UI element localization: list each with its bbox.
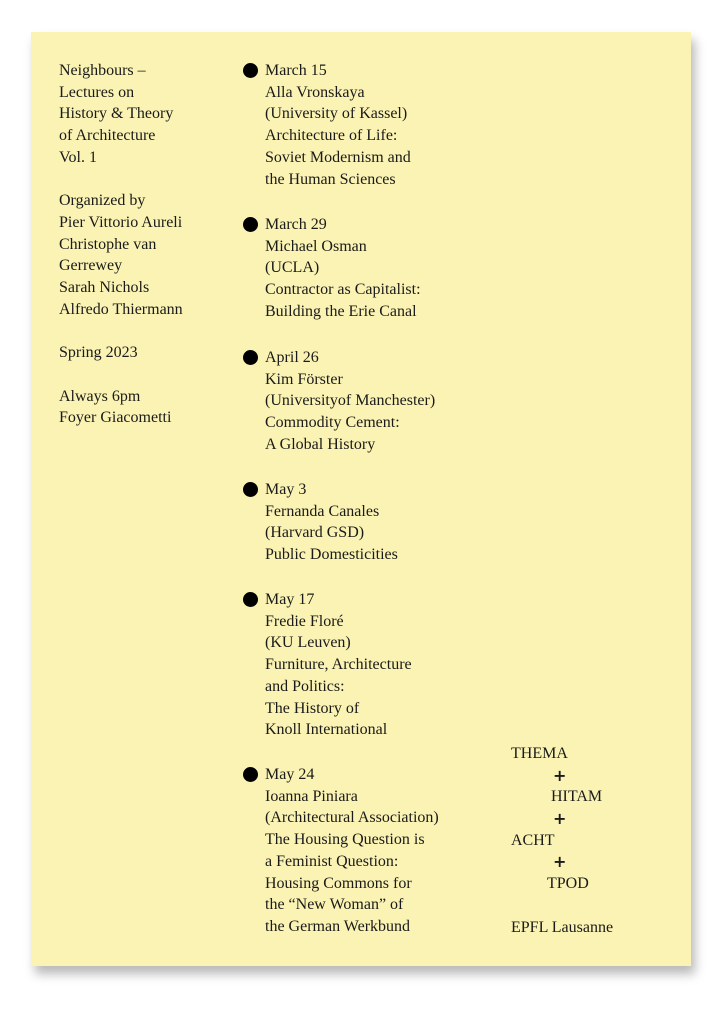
institution-label: EPFL Lausanne bbox=[511, 918, 614, 936]
lecture-speaker: Kim Förster bbox=[265, 370, 343, 388]
lecture-affiliation: (UCLA) bbox=[265, 259, 320, 277]
lecture-affiliation: (Architectural Association) bbox=[265, 809, 439, 827]
lecture-title-line: Knoll International bbox=[265, 721, 388, 739]
chairs-block bbox=[511, 743, 681, 938]
lecture-title-line: Furniture, Architecture bbox=[265, 656, 412, 674]
series-title-line: of Architecture bbox=[59, 127, 156, 145]
chair-acht: ACHT bbox=[511, 831, 555, 849]
series-title-line: Vol. 1 bbox=[59, 148, 97, 166]
organizer-line: Pier Vittorio Aureli bbox=[59, 213, 183, 231]
plus-icon: + bbox=[553, 809, 567, 829]
bullet-icon bbox=[243, 350, 258, 365]
lecture-entry bbox=[265, 347, 495, 456]
lecture-speaker: Fredie Floré bbox=[265, 612, 344, 630]
lecture-title-line: Soviet Modernism and bbox=[265, 148, 411, 166]
chair-thema: THEMA bbox=[511, 745, 568, 762]
lecture-speaker: Ioanna Piniara bbox=[265, 787, 358, 805]
lecture-speaker: Fernanda Canales bbox=[265, 502, 380, 520]
lecture-title-line: The History of bbox=[265, 699, 360, 717]
chair-hitam: HITAM bbox=[551, 788, 603, 806]
lecture-title-line: The Housing Question is bbox=[265, 831, 425, 849]
lecture-title-line: Housing Commons for bbox=[265, 874, 412, 892]
lecture-date: May 24 bbox=[265, 766, 315, 783]
lecture-affiliation: (Harvard GSD) bbox=[265, 524, 365, 542]
lecture-title-line: the “New Woman” of bbox=[265, 896, 404, 914]
lecture-date: March 15 bbox=[265, 62, 327, 79]
time-label: Always 6pm bbox=[59, 387, 141, 405]
organizer-line: Christophe van bbox=[59, 235, 157, 253]
lecture-title-line: the German Werkbund bbox=[265, 917, 411, 935]
lecture-title-line: and Politics: bbox=[265, 677, 345, 695]
series-info bbox=[59, 60, 239, 429]
lecture-entry bbox=[265, 589, 495, 741]
lecture-title-line: Commodity Cement: bbox=[265, 414, 400, 432]
bullet-icon bbox=[243, 217, 258, 232]
lecture-entry bbox=[265, 214, 495, 323]
lecture-affiliation: (KU Leuven) bbox=[265, 634, 351, 652]
plus-icon: + bbox=[553, 852, 567, 872]
lecture-title-line: a Feminist Question: bbox=[265, 852, 399, 870]
lecture-title-line: Contractor as Capitalist: bbox=[265, 281, 421, 299]
lecture-affiliation: (University of Kassel) bbox=[265, 105, 408, 123]
lecture-title-line: Architecture of Life: bbox=[265, 127, 398, 145]
lecture-speaker: Alla Vronskaya bbox=[265, 83, 365, 101]
lecture-entry bbox=[265, 764, 495, 938]
series-title-line: Neighbours – bbox=[59, 62, 146, 79]
plus-icon: + bbox=[553, 765, 567, 785]
lecture-title-line: A Global History bbox=[265, 435, 376, 453]
lecture-date: March 29 bbox=[265, 216, 327, 233]
bullet-icon bbox=[243, 767, 258, 782]
poster bbox=[31, 32, 691, 966]
series-title-line: Lectures on bbox=[59, 83, 135, 101]
organizer-line: Sarah Nichols bbox=[59, 279, 150, 297]
lecture-affiliation: (Universityof Manchester) bbox=[265, 392, 436, 410]
lecture-date: April 26 bbox=[265, 349, 319, 366]
organizers-heading: Organized by bbox=[59, 192, 146, 210]
lecture-speaker: Michael Osman bbox=[265, 237, 367, 255]
lecture-date: May 3 bbox=[265, 481, 307, 498]
lecture-title-line: Building the Erie Canal bbox=[265, 302, 417, 320]
season-label: Spring 2023 bbox=[59, 344, 138, 362]
venue-label: Foyer Giacometti bbox=[59, 409, 172, 427]
lecture-title-line: the Human Sciences bbox=[265, 170, 396, 188]
lecture-date: May 17 bbox=[265, 591, 315, 608]
lecture-entry bbox=[265, 479, 495, 566]
bullet-icon bbox=[243, 63, 258, 78]
series-title-line: History & Theory bbox=[59, 105, 174, 123]
lecture-entry bbox=[265, 60, 495, 190]
bullet-icon bbox=[243, 592, 258, 607]
organizer-line: Alfredo Thiermann bbox=[59, 300, 183, 318]
chair-tpod: TPOD bbox=[547, 875, 589, 893]
bullet-icon bbox=[243, 482, 258, 497]
lecture-title-line: Public Domesticities bbox=[265, 546, 398, 564]
organizer-line: Gerrewey bbox=[59, 257, 123, 275]
